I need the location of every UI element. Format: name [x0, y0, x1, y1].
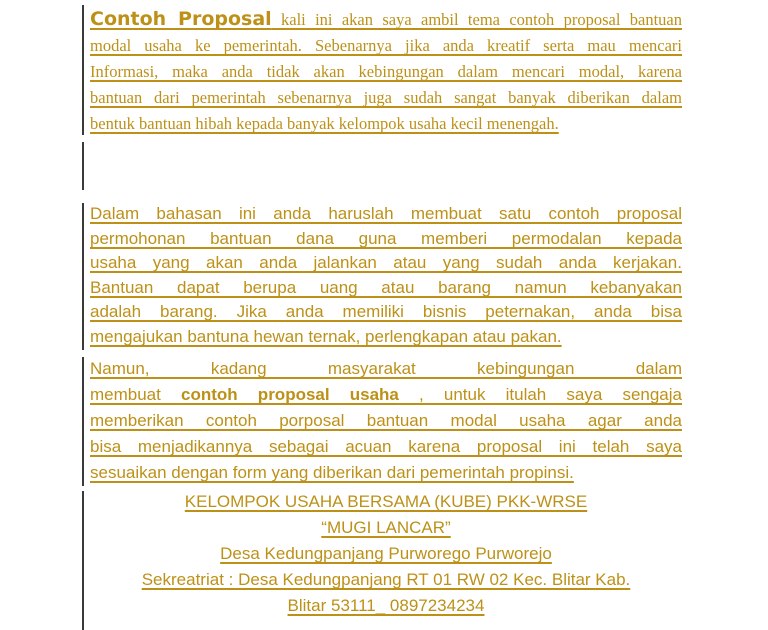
text-line: bantuan dari pemerintah sebenarnya juga sudah sangat banyak diberikan dalam: [90, 88, 682, 107]
closing-line-pre: membuat: [90, 385, 182, 404]
footer-block: [90, 489, 682, 619]
closing-paragraph: [90, 356, 682, 486]
text-line: Namun, kadang masyarakat kebingungan dalam: [90, 359, 682, 378]
village-line: Desa Kedungpanjang Purworego Purworejo: [220, 544, 552, 563]
text-line: Informasi, maka anda tidak akan kebingungan dalam mencari modal, karena: [90, 62, 682, 81]
closing-line-post: , untuk itulah saya sengaja: [398, 385, 682, 404]
text-line: [90, 6, 682, 33]
text-line: Bantuan dapat berupa uang atau barang namun kebanyakan: [90, 277, 682, 297]
text-line: modal usaha ke pemerintah. Sebenarnya jika anda kreatif serta mau mencari: [90, 36, 682, 55]
bold-keyword: contoh proposal usaha: [181, 385, 399, 404]
text-line: bentuk bantuan hibah kepada banyak kelompok usaha kecil menengah.: [90, 114, 559, 133]
text-line: sesuaikan dengan form yang diberikan dari pemerintah propinsi.: [90, 463, 574, 482]
secretariat-line: Sekreatriat : Desa Kedungpanjang RT 01 RW 02 Kec. Blitar Kab.: [141, 570, 631, 589]
change-bar: [82, 142, 84, 190]
intro-line-rest: kali ini akan saya ambil tema contoh proposal bantuan: [271, 10, 682, 29]
intro-paragraph: [90, 6, 682, 137]
text-line: usaha yang akan anda jalankan atau yang sudah anda kerjakan.: [90, 253, 682, 272]
change-bar: [82, 5, 84, 135]
text-line: memberikan contoh porposal bantuan modal usaha agar anda: [90, 411, 682, 430]
group-name-line: “MUGI LANCAR”: [321, 518, 451, 537]
change-bar: [82, 357, 84, 486]
body-paragraph: [90, 202, 682, 349]
text-line: bisa menjadikannya sebagai acuan karena proposal ini telah saya: [90, 437, 682, 456]
change-bar: [82, 491, 84, 630]
text-line: [90, 382, 682, 408]
organization-name-line: KELOMPOK USAHA BERSAMA (KUBE) PKK-WRSE: [184, 492, 588, 511]
contact-line: Blitar 53111_ 0897234234: [287, 596, 485, 615]
text-line: permohonan bantuan dana guna memberi permodalan kepada: [90, 228, 682, 248]
text-line: Dalam bahasan ini anda haruslah membuat satu contoh proposal: [90, 204, 682, 223]
text-line: mengajukan bantuna hewan ternak, perlengkapan atau pakan.: [90, 326, 562, 346]
text-line: adalah barang. Jika anda memiliki bisnis peternakan, anda bisa: [90, 302, 682, 321]
bold-heading-text: Contoh Proposal: [90, 8, 272, 30]
change-bar: [82, 203, 84, 350]
